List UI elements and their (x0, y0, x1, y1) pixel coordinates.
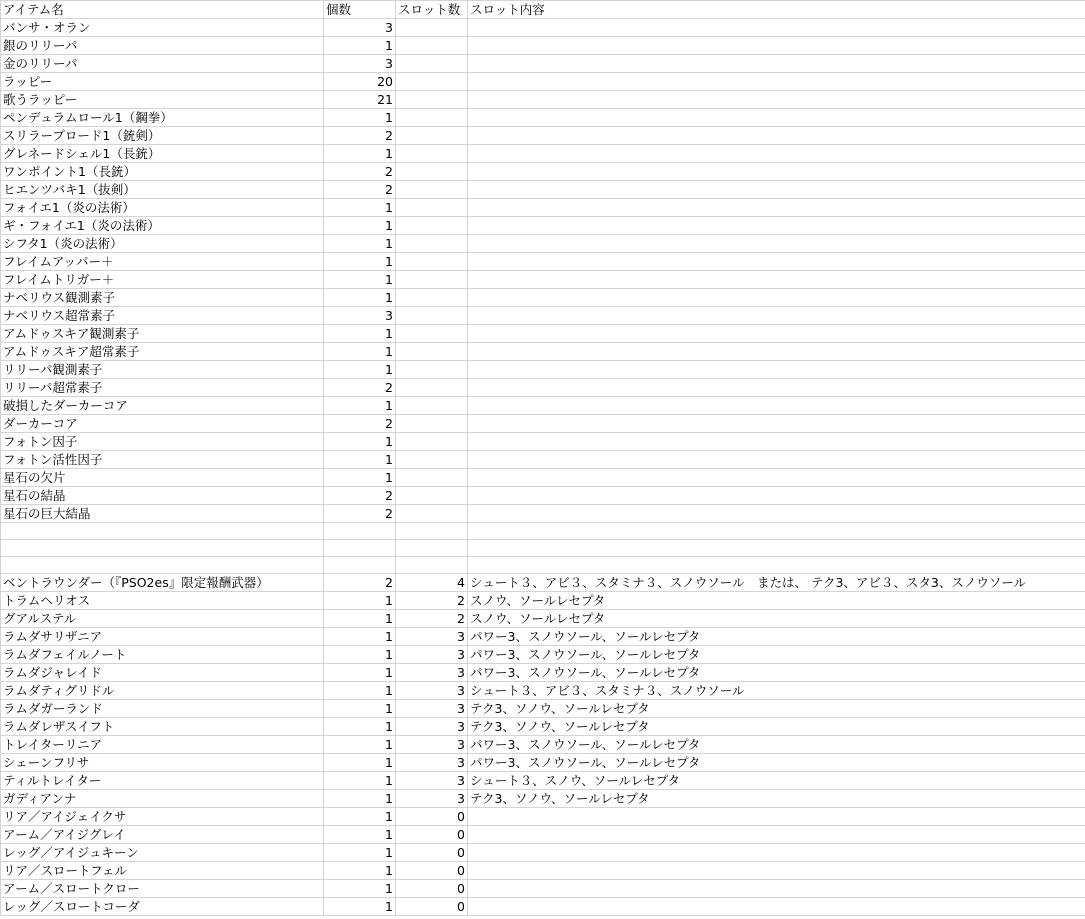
slot-count-cell[interactable]: 0 (396, 808, 468, 826)
slot-content-cell[interactable] (468, 199, 1085, 217)
slot-content-cell[interactable]: パワー3、スノウソール、ソールレセプタ (468, 754, 1085, 772)
count-cell[interactable]: 20 (324, 73, 396, 91)
slot-content-cell[interactable]: シュート３、スノウ、ソールレセプタ (468, 772, 1085, 790)
slot-content-cell[interactable] (468, 415, 1085, 433)
slot-count-cell[interactable] (396, 307, 468, 325)
table-row (1, 487, 1085, 505)
item-name-cell[interactable]: リリーパ観測素子 (1, 361, 324, 379)
count-cell[interactable] (324, 540, 396, 557)
slot-count-cell[interactable] (396, 253, 468, 271)
count-cell[interactable]: 1 (324, 253, 396, 271)
slot-content-cell[interactable] (468, 397, 1085, 415)
slot-content-cell[interactable] (468, 505, 1085, 523)
slot-content-cell[interactable]: テク3、ソノウ、ソールレセプタ (468, 718, 1085, 736)
item-name-cell[interactable]: ワンポイント1（長銃） (1, 163, 324, 181)
table-row (1, 772, 1085, 790)
slot-content-cell[interactable]: シュート３、アビ３、スタミナ３、スノウソール (468, 682, 1085, 700)
slot-content-cell[interactable]: パワー3、スノウソール、ソールレセプタ (468, 628, 1085, 646)
item-name-cell[interactable] (1, 523, 324, 540)
slot-content-cell[interactable] (468, 55, 1085, 73)
slot-content-cell[interactable]: テク3、ソノウ、ソールレセプタ (468, 790, 1085, 808)
table-row (1, 557, 1085, 574)
slot-count-cell[interactable] (396, 217, 468, 235)
slot-count-cell[interactable] (396, 181, 468, 199)
table-row (1, 826, 1085, 844)
item-name-cell[interactable]: ラムダガーランド (1, 700, 324, 718)
slot-count-cell[interactable] (396, 19, 468, 37)
slot-count-cell[interactable] (396, 37, 468, 55)
slot-count-cell[interactable]: 3 (396, 718, 468, 736)
count-cell[interactable]: 1 (324, 754, 396, 772)
count-cell[interactable]: 1 (324, 433, 396, 451)
slot-count-cell[interactable] (396, 73, 468, 91)
table-row (1, 109, 1085, 127)
slot-count-cell[interactable] (396, 55, 468, 73)
slot-count-cell[interactable]: 3 (396, 736, 468, 754)
header-row (1, 1, 1085, 19)
table-body (1, 19, 1085, 916)
slot-content-cell[interactable] (468, 325, 1085, 343)
item-name-cell[interactable]: フォトン因子 (1, 433, 324, 451)
item-name-cell[interactable]: フォトン活性因子 (1, 451, 324, 469)
count-cell[interactable]: 3 (324, 19, 396, 37)
table-row (1, 217, 1085, 235)
count-cell[interactable]: 2 (324, 505, 396, 523)
item-name-cell[interactable]: ベントラウンダー（『PSO2es』限定報酬武器） (1, 574, 324, 592)
count-cell[interactable]: 3 (324, 55, 396, 73)
slot-content-cell[interactable] (468, 361, 1085, 379)
table-row (1, 325, 1085, 343)
slot-count-cell[interactable]: 0 (396, 898, 468, 916)
table-row (1, 271, 1085, 289)
slot-count-cell[interactable] (396, 433, 468, 451)
slot-content-cell[interactable] (468, 343, 1085, 361)
slot-content-cell[interactable] (468, 217, 1085, 235)
item-name-cell[interactable]: リア／アイジェイクサ (1, 808, 324, 826)
count-cell[interactable]: 1 (324, 898, 396, 916)
count-cell[interactable]: 1 (324, 808, 396, 826)
slot-count-cell[interactable]: 3 (396, 700, 468, 718)
table-row (1, 19, 1085, 37)
slot-count-cell[interactable]: 0 (396, 862, 468, 880)
slot-count-cell[interactable] (396, 109, 468, 127)
count-cell[interactable]: 1 (324, 199, 396, 217)
item-name-cell[interactable]: 星石の結晶 (1, 487, 324, 505)
count-cell[interactable]: 1 (324, 289, 396, 307)
table-row (1, 844, 1085, 862)
item-name-cell[interactable]: ダーカーコア (1, 415, 324, 433)
table-row (1, 145, 1085, 163)
slot-count-cell[interactable]: 3 (396, 682, 468, 700)
header-slot-content[interactable]: スロット内容 (468, 1, 1085, 19)
count-cell[interactable]: 1 (324, 145, 396, 163)
slot-content-cell[interactable] (468, 433, 1085, 451)
table-row (1, 361, 1085, 379)
item-name-cell[interactable]: 星石の巨大結晶 (1, 505, 324, 523)
item-name-cell[interactable]: シェーンフリサ (1, 754, 324, 772)
table-row (1, 343, 1085, 361)
table-row (1, 646, 1085, 664)
table-row (1, 628, 1085, 646)
count-cell[interactable]: 1 (324, 646, 396, 664)
slot-count-cell[interactable] (396, 361, 468, 379)
table-row (1, 289, 1085, 307)
header-count[interactable]: 個数 (324, 1, 396, 19)
item-name-cell[interactable]: ラムダレザスイフト (1, 718, 324, 736)
slot-count-cell[interactable]: 0 (396, 844, 468, 862)
count-cell[interactable]: 1 (324, 826, 396, 844)
slot-content-cell[interactable] (468, 826, 1085, 844)
slot-content-cell[interactable] (468, 379, 1085, 397)
slot-count-cell[interactable]: 2 (396, 610, 468, 628)
slot-content-cell[interactable]: パワー3、スノウソール、ソールレセプタ (468, 664, 1085, 682)
item-name-cell[interactable]: フレイムアッパー＋ (1, 253, 324, 271)
table-row (1, 898, 1085, 916)
slot-content-cell[interactable] (468, 451, 1085, 469)
table-row (1, 397, 1085, 415)
item-name-cell[interactable]: ラムダフェイルノート (1, 646, 324, 664)
item-name-cell[interactable]: ラッピー (1, 73, 324, 91)
slot-count-cell[interactable] (396, 415, 468, 433)
item-name-cell[interactable]: ナベリウス超常素子 (1, 307, 324, 325)
slot-content-cell[interactable]: テク3、ソノウ、ソールレセプタ (468, 700, 1085, 718)
slot-content-cell[interactable] (468, 469, 1085, 487)
slot-content-cell[interactable]: スノウ、ソールレセプタ (468, 592, 1085, 610)
item-name-cell[interactable]: ペンデュラムロール1（鋼拳） (1, 109, 324, 127)
slot-count-cell[interactable] (396, 289, 468, 307)
item-name-cell[interactable]: ラムダサリザニア (1, 628, 324, 646)
count-cell[interactable]: 1 (324, 682, 396, 700)
table-row (1, 199, 1085, 217)
count-cell[interactable]: 2 (324, 574, 396, 592)
slot-content-cell[interactable] (468, 37, 1085, 55)
slot-count-cell[interactable]: 3 (396, 790, 468, 808)
count-cell[interactable]: 1 (324, 37, 396, 55)
header-item-name[interactable]: アイテム名 (1, 1, 324, 19)
table-row (1, 718, 1085, 736)
count-cell[interactable]: 2 (324, 181, 396, 199)
slot-count-cell[interactable] (396, 325, 468, 343)
slot-content-cell[interactable] (468, 808, 1085, 826)
count-cell[interactable]: 1 (324, 217, 396, 235)
slot-content-cell[interactable] (468, 163, 1085, 181)
table-row (1, 55, 1085, 73)
item-name-cell[interactable]: グレネードシェル1（長銃） (1, 145, 324, 163)
slot-count-cell[interactable] (396, 469, 468, 487)
slot-count-cell[interactable]: 3 (396, 646, 468, 664)
count-cell[interactable]: 2 (324, 127, 396, 145)
slot-count-cell[interactable] (396, 343, 468, 361)
slot-content-cell[interactable] (468, 557, 1085, 574)
count-cell[interactable]: 1 (324, 700, 396, 718)
count-cell[interactable]: 2 (324, 379, 396, 397)
item-name-cell[interactable]: リア／スロートフェル (1, 862, 324, 880)
slot-count-cell[interactable] (396, 163, 468, 181)
slot-content-cell[interactable] (468, 271, 1085, 289)
table-row (1, 127, 1085, 145)
slot-content-cell[interactable]: パワー3、スノウソール、ソールレセプタ (468, 736, 1085, 754)
slot-count-cell[interactable] (396, 235, 468, 253)
slot-content-cell[interactable] (468, 91, 1085, 109)
slot-content-cell[interactable] (468, 19, 1085, 37)
slot-content-cell[interactable] (468, 540, 1085, 557)
slot-count-cell[interactable] (396, 91, 468, 109)
count-cell[interactable] (324, 557, 396, 574)
table-row (1, 73, 1085, 91)
table-row (1, 37, 1085, 55)
table-row (1, 415, 1085, 433)
item-name-cell[interactable]: アムドゥスキア超常素子 (1, 343, 324, 361)
table-row (1, 736, 1085, 754)
count-cell[interactable]: 1 (324, 325, 396, 343)
slot-content-cell[interactable] (468, 487, 1085, 505)
table-row (1, 700, 1085, 718)
table-row (1, 307, 1085, 325)
slot-count-cell[interactable] (396, 271, 468, 289)
slot-count-cell[interactable]: 3 (396, 664, 468, 682)
table-row (1, 235, 1085, 253)
item-name-cell[interactable]: ラムダティグリドル (1, 682, 324, 700)
count-cell[interactable]: 1 (324, 451, 396, 469)
item-name-cell[interactable]: スリラープロード1（銃剣） (1, 127, 324, 145)
table-row (1, 253, 1085, 271)
item-name-cell[interactable] (1, 540, 324, 557)
slot-count-cell[interactable] (396, 127, 468, 145)
item-name-cell[interactable]: フォイエ1（炎の法術） (1, 199, 324, 217)
count-cell[interactable]: 1 (324, 361, 396, 379)
table-row (1, 880, 1085, 898)
item-name-cell[interactable]: トレイターリニア (1, 736, 324, 754)
slot-content-cell[interactable] (468, 523, 1085, 540)
item-name-cell[interactable]: ラムダジャレイド (1, 664, 324, 682)
slot-content-cell[interactable] (468, 862, 1085, 880)
count-cell[interactable]: 1 (324, 736, 396, 754)
item-name-cell[interactable]: リリーパ超常素子 (1, 379, 324, 397)
slot-content-cell[interactable] (468, 307, 1085, 325)
slot-count-cell[interactable]: 2 (396, 592, 468, 610)
slot-count-cell[interactable]: 0 (396, 880, 468, 898)
count-cell[interactable]: 2 (324, 487, 396, 505)
item-name-cell[interactable]: フレイムトリガー＋ (1, 271, 324, 289)
slot-count-cell[interactable]: 4 (396, 574, 468, 592)
count-cell[interactable]: 1 (324, 664, 396, 682)
count-cell[interactable]: 1 (324, 790, 396, 808)
slot-count-cell[interactable] (396, 557, 468, 574)
slot-content-cell[interactable] (468, 73, 1085, 91)
slot-content-cell[interactable] (468, 109, 1085, 127)
item-name-cell[interactable]: バンサ・オラン (1, 19, 324, 37)
table-row (1, 682, 1085, 700)
table-row (1, 574, 1085, 592)
slot-content-cell[interactable]: シュート３、アビ３、スタミナ３、スノウソール または、 テク3、アビ３、スタ3、スノウソール (468, 574, 1085, 592)
count-cell[interactable]: 1 (324, 397, 396, 415)
slot-count-cell[interactable]: 3 (396, 772, 468, 790)
item-name-cell[interactable]: アムドゥスキア観測素子 (1, 325, 324, 343)
count-cell[interactable]: 1 (324, 718, 396, 736)
slot-content-cell[interactable]: スノウ、ソールレセプタ (468, 610, 1085, 628)
slot-count-cell[interactable] (396, 523, 468, 540)
item-name-cell[interactable]: トラムヘリオス (1, 592, 324, 610)
slot-count-cell[interactable] (396, 199, 468, 217)
slot-count-cell[interactable] (396, 505, 468, 523)
slot-count-cell[interactable] (396, 487, 468, 505)
table-row (1, 540, 1085, 557)
table-row (1, 790, 1085, 808)
item-name-cell[interactable]: 銀のリリーパ (1, 37, 324, 55)
table-row (1, 610, 1085, 628)
item-name-cell[interactable]: アーム／スロートクロー (1, 880, 324, 898)
slot-count-cell[interactable]: 0 (396, 826, 468, 844)
count-cell[interactable]: 1 (324, 343, 396, 361)
slot-content-cell[interactable] (468, 253, 1085, 271)
table-row (1, 592, 1085, 610)
item-name-cell[interactable]: レッグ／スロートコーダ (1, 898, 324, 916)
table-row (1, 808, 1085, 826)
item-name-cell[interactable]: 星石の欠片 (1, 469, 324, 487)
count-cell[interactable]: 1 (324, 844, 396, 862)
table-row (1, 505, 1085, 523)
count-cell[interactable]: 1 (324, 862, 396, 880)
item-name-cell[interactable]: グアルステル (1, 610, 324, 628)
count-cell[interactable]: 1 (324, 628, 396, 646)
slot-content-cell[interactable] (468, 145, 1085, 163)
count-cell[interactable]: 2 (324, 415, 396, 433)
slot-count-cell[interactable] (396, 379, 468, 397)
count-cell[interactable]: 1 (324, 109, 396, 127)
count-cell[interactable]: 1 (324, 592, 396, 610)
item-name-cell[interactable]: ギ・フォイエ1（炎の法術） (1, 217, 324, 235)
slot-content-cell[interactable] (468, 844, 1085, 862)
slot-content-cell[interactable] (468, 235, 1085, 253)
item-name-cell[interactable]: ティルトレイター (1, 772, 324, 790)
count-cell[interactable]: 3 (324, 307, 396, 325)
table-row (1, 754, 1085, 772)
count-cell[interactable]: 2 (324, 163, 396, 181)
slot-content-cell[interactable] (468, 127, 1085, 145)
item-name-cell[interactable]: 歌うラッピー (1, 91, 324, 109)
table-row (1, 163, 1085, 181)
item-name-cell[interactable]: ナベリウス観測素子 (1, 289, 324, 307)
item-name-cell[interactable]: アーム／アイジグレイ (1, 826, 324, 844)
count-cell[interactable]: 1 (324, 271, 396, 289)
slot-count-cell[interactable] (396, 145, 468, 163)
item-name-cell[interactable]: 破損したダーカーコア (1, 397, 324, 415)
table-row (1, 523, 1085, 540)
item-name-cell[interactable]: シフタ1（炎の法術） (1, 235, 324, 253)
count-cell[interactable]: 1 (324, 235, 396, 253)
count-cell[interactable] (324, 523, 396, 540)
table-row (1, 451, 1085, 469)
slot-count-cell[interactable] (396, 451, 468, 469)
table-row (1, 379, 1085, 397)
table-row (1, 664, 1085, 682)
table-row (1, 469, 1085, 487)
slot-content-cell[interactable] (468, 289, 1085, 307)
slot-content-cell[interactable] (468, 898, 1085, 916)
slot-count-cell[interactable] (396, 540, 468, 557)
slot-content-cell[interactable] (468, 181, 1085, 199)
count-cell[interactable]: 1 (324, 469, 396, 487)
count-cell[interactable]: 1 (324, 772, 396, 790)
header-slot-count[interactable]: スロット数 (396, 1, 468, 19)
item-name-cell[interactable]: ヒエンツバキ1（抜剣） (1, 181, 324, 199)
slot-count-cell[interactable]: 3 (396, 628, 468, 646)
item-name-cell[interactable] (1, 557, 324, 574)
count-cell[interactable]: 21 (324, 91, 396, 109)
item-name-cell[interactable]: 金のリリーパ (1, 55, 324, 73)
table-row (1, 91, 1085, 109)
slot-content-cell[interactable] (468, 880, 1085, 898)
item-name-cell[interactable]: ガディアンナ (1, 790, 324, 808)
count-cell[interactable]: 1 (324, 610, 396, 628)
table-row (1, 433, 1085, 451)
slot-count-cell[interactable]: 3 (396, 754, 468, 772)
slot-count-cell[interactable] (396, 397, 468, 415)
table-row (1, 862, 1085, 880)
table-row (1, 181, 1085, 199)
slot-content-cell[interactable]: パワー3、スノウソール、ソールレセプタ (468, 646, 1085, 664)
count-cell[interactable]: 1 (324, 880, 396, 898)
item-name-cell[interactable]: レッグ／アイジュキーン (1, 844, 324, 862)
